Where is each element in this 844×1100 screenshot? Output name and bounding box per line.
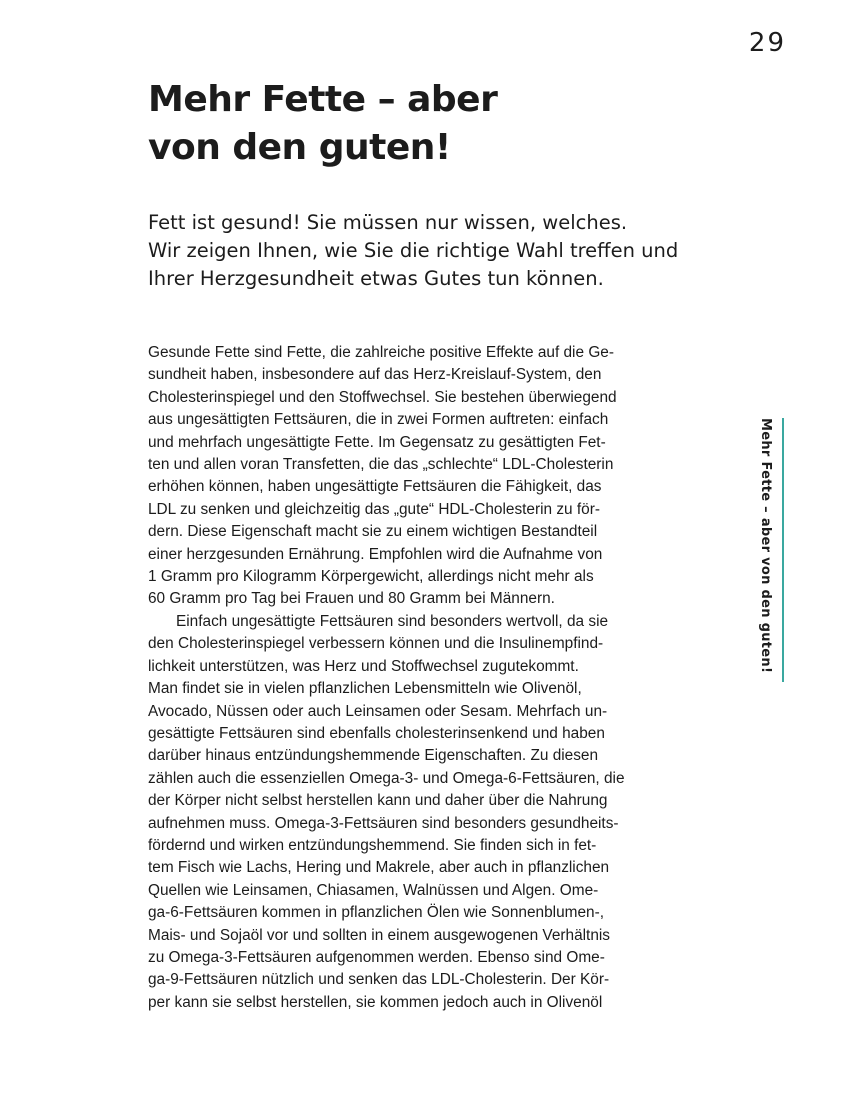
body-line: zählen auch die essenziellen Omega-3- und Omega-6-Fettsäuren, die: [148, 769, 625, 787]
body-line: und mehrfach ungesättigte Fette. Im Gegensatz zu gesättigten Fet-: [148, 433, 606, 451]
body-line: 1 Gramm pro Kilogramm Körpergewicht, allerdings nicht mehr als: [148, 568, 594, 586]
intro-line: Ihrer Herzgesundheit etwas Gutes tun können.: [148, 267, 604, 290]
title-line: von den guten!: [148, 127, 451, 168]
body-line: Cholesterinspiegel und den Stoffwechsel. Sie bestehen überwiegend: [148, 388, 617, 406]
body-line: aus ungesättigten Fettsäuren, die in zwei Formen auftreten: einfach: [148, 411, 609, 429]
chapter-side-tab-label: Mehr Fette – aber von den guten!: [758, 418, 773, 674]
body-line: den Cholesterinspiegel verbessern können und die Insulinempfind-: [148, 635, 604, 653]
title-line: Mehr Fette – aber: [148, 79, 498, 120]
body-line: einer herzgesunden Ernährung. Empfohlen wird die Aufnahme von: [148, 545, 603, 563]
body-line: tem Fisch wie Lachs, Hering und Makrele, aber auch in pflanzlichen: [148, 859, 610, 877]
body-line: Einfach ungesättigte Fettsäuren sind besonders wertvoll, da sie: [176, 612, 609, 630]
page-title: [148, 76, 708, 172]
body-line: dern. Diese Eigenschaft macht sie zu einem wichtigen Bestandteil: [148, 523, 598, 541]
body-line: ten und allen voran Transfetten, die das „schlechte“ LDL-Cholesterin: [148, 456, 614, 474]
intro-line: Wir zeigen Ihnen, wie Sie die richtige Wahl treffen und: [148, 239, 679, 262]
body-line: gesättigte Fettsäuren sind ebenfalls cholesterinsenkend und haben: [148, 724, 605, 742]
body-line: Quellen wie Leinsamen, Chiasamen, Walnüssen und Algen. Ome-: [148, 881, 599, 899]
body-line: fördernd und wirken entzündungshemmend. Sie finden sich in fet-: [148, 836, 597, 854]
body-line: der Körper nicht selbst herstellen kann und daher über die Nahrung: [148, 792, 608, 810]
body-line: ga-6-Fettsäuren kommen in pflanzlichen Ölen wie Sonnenblumen-,: [148, 904, 604, 922]
intro-paragraph: [148, 209, 728, 293]
page-number: 29: [748, 28, 786, 58]
body-line: darüber hinaus entzündungshemmende Eigenschaften. Zu diesen: [148, 747, 599, 765]
body-line: per kann sie selbst herstellen, sie kommen jedoch auch in Olivenöl: [148, 993, 603, 1011]
body-line: LDL zu senken und gleichzeitig das „gute“ HDL-Cholesterin zu för-: [148, 500, 600, 518]
body-line: Man findet sie in vielen pflanzlichen Lebensmitteln wie Olivenöl,: [148, 680, 582, 698]
body-line: Mais- und Sojaöl vor und sollten in einem ausgewogenen Verhältnis: [148, 926, 611, 944]
body-line: Gesunde Fette sind Fette, die zahlreiche positive Effekte auf die Ge-: [148, 344, 614, 361]
body-line: erhöhen können, haben ungesättigte Fettsäuren die Fähigkeit, das: [148, 478, 602, 496]
body-line: aufnehmen muss. Omega-3-Fettsäuren sind besonders gesundheits-: [148, 814, 619, 832]
body-line: Avocado, Nüssen oder auch Leinsamen oder Sesam. Mehrfach un-: [148, 702, 608, 720]
intro-line: Fett ist gesund! Sie müssen nur wissen, welches.: [148, 211, 628, 234]
body-line: zu Omega-3-Fettsäuren aufgenommen werden. Ebenso sind Ome-: [148, 948, 605, 966]
body-text: [148, 342, 708, 1014]
chapter-side-tab: [758, 418, 784, 682]
body-line: sundheit haben, insbesondere auf das Herz-Kreislauf-System, den: [148, 366, 602, 384]
body-line: ga-9-Fettsäuren nützlich und senken das LDL-Cholesterin. Der Kör-: [148, 971, 610, 989]
body-line: 60 Gramm pro Tag bei Frauen und 80 Gramm bei Männern.: [148, 590, 555, 608]
body-line: lichkeit unterstützen, was Herz und Stoffwechsel zugutekommt.: [148, 657, 579, 675]
